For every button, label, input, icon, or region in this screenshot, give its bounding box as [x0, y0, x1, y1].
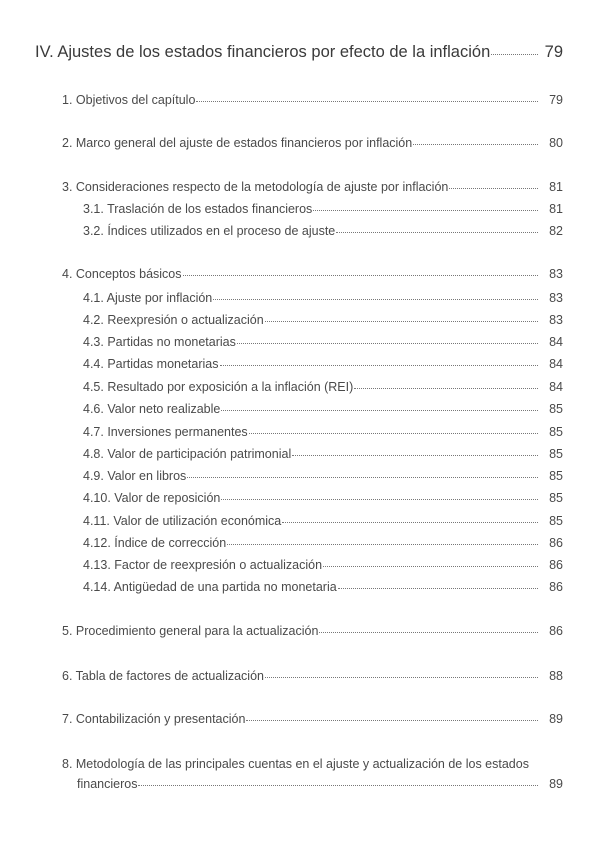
toc-entry-subsection[interactable] [83, 513, 563, 529]
entry-title: 7. Contabilización y presentación [62, 712, 246, 726]
toc-entry-subsection[interactable] [83, 424, 563, 440]
toc-entry-subsection[interactable] [83, 312, 563, 328]
toc-entry-subsection[interactable] [83, 290, 563, 306]
page-number: 79 [549, 93, 563, 107]
page-number: 81 [549, 202, 563, 216]
page-number: 80 [549, 136, 563, 150]
page-number: 86 [549, 536, 563, 550]
toc-entry-subsection[interactable] [83, 356, 563, 372]
chapter-title: IV. Ajustes de los estados financieros por efecto de la inflación [35, 43, 491, 61]
page-number: 84 [549, 335, 563, 349]
toc-entry-section-4[interactable] [62, 266, 563, 282]
dot-leader [491, 54, 538, 55]
dot-leader [221, 410, 538, 411]
toc-entry-subsection[interactable] [83, 379, 563, 395]
entry-title: 6. Tabla de factores de actualización [62, 669, 264, 683]
entry-title: 4.1. Ajuste por inflación [83, 291, 213, 305]
toc-entry-subsection[interactable] [83, 334, 563, 350]
toc-entry-section-8[interactable] [62, 754, 563, 794]
page-number: 79 [544, 43, 563, 61]
dot-leader [313, 210, 538, 211]
page-number: 85 [549, 447, 563, 461]
page-number: 86 [549, 580, 563, 594]
toc-entry-subsection[interactable] [83, 401, 563, 417]
dot-leader [183, 275, 538, 276]
page-number: 88 [549, 669, 563, 683]
toc-chapter-heading[interactable] [35, 44, 563, 60]
dot-leader [338, 588, 538, 589]
dot-leader [319, 632, 538, 633]
dot-leader [187, 477, 538, 478]
page-number: 84 [549, 380, 563, 394]
toc-entry-section-7[interactable] [62, 711, 563, 727]
dot-leader [282, 522, 538, 523]
entry-title: 4.4. Partidas monetarias [83, 357, 219, 371]
entry-title-line-2: financieros [77, 777, 138, 791]
dot-leader [221, 499, 538, 500]
page-number: 81 [549, 180, 563, 194]
page-number: 89 [549, 777, 563, 791]
entry-title: 4.3. Partidas no monetarias [83, 335, 236, 349]
dot-leader [196, 101, 538, 102]
page-number: 85 [549, 491, 563, 505]
entry-title: 4. Conceptos básicos [62, 267, 182, 281]
toc-entry-subsection[interactable] [83, 490, 563, 506]
toc-entry-subsection[interactable] [83, 579, 563, 595]
dot-leader [249, 433, 538, 434]
entry-title: 1. Objetivos del capítulo [62, 93, 196, 107]
dot-leader [323, 566, 538, 567]
entry-title: 4.8. Valor de participación patrimonial [83, 447, 292, 461]
page-number: 82 [549, 224, 563, 238]
dot-leader [246, 720, 538, 721]
dot-leader [265, 677, 538, 678]
dot-leader [213, 299, 538, 300]
toc-entry-section-5[interactable] [62, 623, 563, 639]
dot-leader [265, 321, 538, 322]
dot-leader [336, 232, 538, 233]
page-number: 83 [549, 291, 563, 305]
toc-entry-section-2[interactable] [62, 135, 563, 151]
entry-title: 4.6. Valor neto realizable [83, 402, 221, 416]
page-number: 83 [549, 313, 563, 327]
dot-leader [354, 388, 538, 389]
dot-leader [220, 365, 539, 366]
entry-title: 2. Marco general del ajuste de estados financieros por inflación [62, 136, 413, 150]
dot-leader [449, 188, 538, 189]
toc-entry-subsection[interactable] [83, 535, 563, 551]
entry-title-line-1: 8. Metodología de las principales cuentas en el ajuste y actualización de los estados [62, 757, 529, 771]
entry-title: 4.2. Reexpresión o actualización [83, 313, 264, 327]
toc-entry-section-3[interactable] [62, 179, 563, 195]
page-number: 83 [549, 267, 563, 281]
dot-leader [227, 544, 538, 545]
page-number: 85 [549, 425, 563, 439]
entry-second-line [62, 774, 563, 794]
page-number: 86 [549, 558, 563, 572]
toc-entry-subsection[interactable] [83, 468, 563, 484]
entry-title: 4.10. Valor de reposición [83, 491, 221, 505]
entry-title: 4.13. Factor de reexpresión o actualización [83, 558, 323, 572]
entry-title: 4.11. Valor de utilización económica [83, 514, 282, 528]
page-number: 85 [549, 402, 563, 416]
toc-entry-subsection[interactable] [83, 201, 563, 217]
page-number: 89 [549, 712, 563, 726]
page-number: 86 [549, 624, 563, 638]
entry-title: 4.5. Resultado por exposición a la inflación (REI) [83, 380, 354, 394]
entry-title: 3.1. Traslación de los estados financieros [83, 202, 313, 216]
toc-entry-section-6[interactable] [62, 668, 563, 684]
toc-entry-section-1[interactable] [62, 92, 563, 108]
page-number: 85 [549, 469, 563, 483]
entry-title: 3. Consideraciones respecto de la metodología de ajuste por inflación [62, 180, 449, 194]
entry-title: 4.9. Valor en libros [83, 469, 187, 483]
entry-title: 5. Procedimiento general para la actualización [62, 624, 319, 638]
toc-entry-subsection[interactable] [83, 223, 563, 239]
dot-leader [237, 343, 538, 344]
entry-title: 4.12. Índice de corrección [83, 536, 227, 550]
dot-leader [138, 785, 538, 786]
dot-leader [413, 144, 538, 145]
page-number: 84 [549, 357, 563, 371]
toc-entry-subsection[interactable] [83, 446, 563, 462]
entry-title: 3.2. Índices utilizados en el proceso de ajuste [83, 224, 336, 238]
toc-entry-subsection[interactable] [83, 557, 563, 573]
entry-title: 4.7. Inversiones permanentes [83, 425, 248, 439]
page-number: 85 [549, 514, 563, 528]
dot-leader [292, 455, 538, 456]
entry-title: 4.14. Antigüedad de una partida no monetaria [83, 580, 337, 594]
